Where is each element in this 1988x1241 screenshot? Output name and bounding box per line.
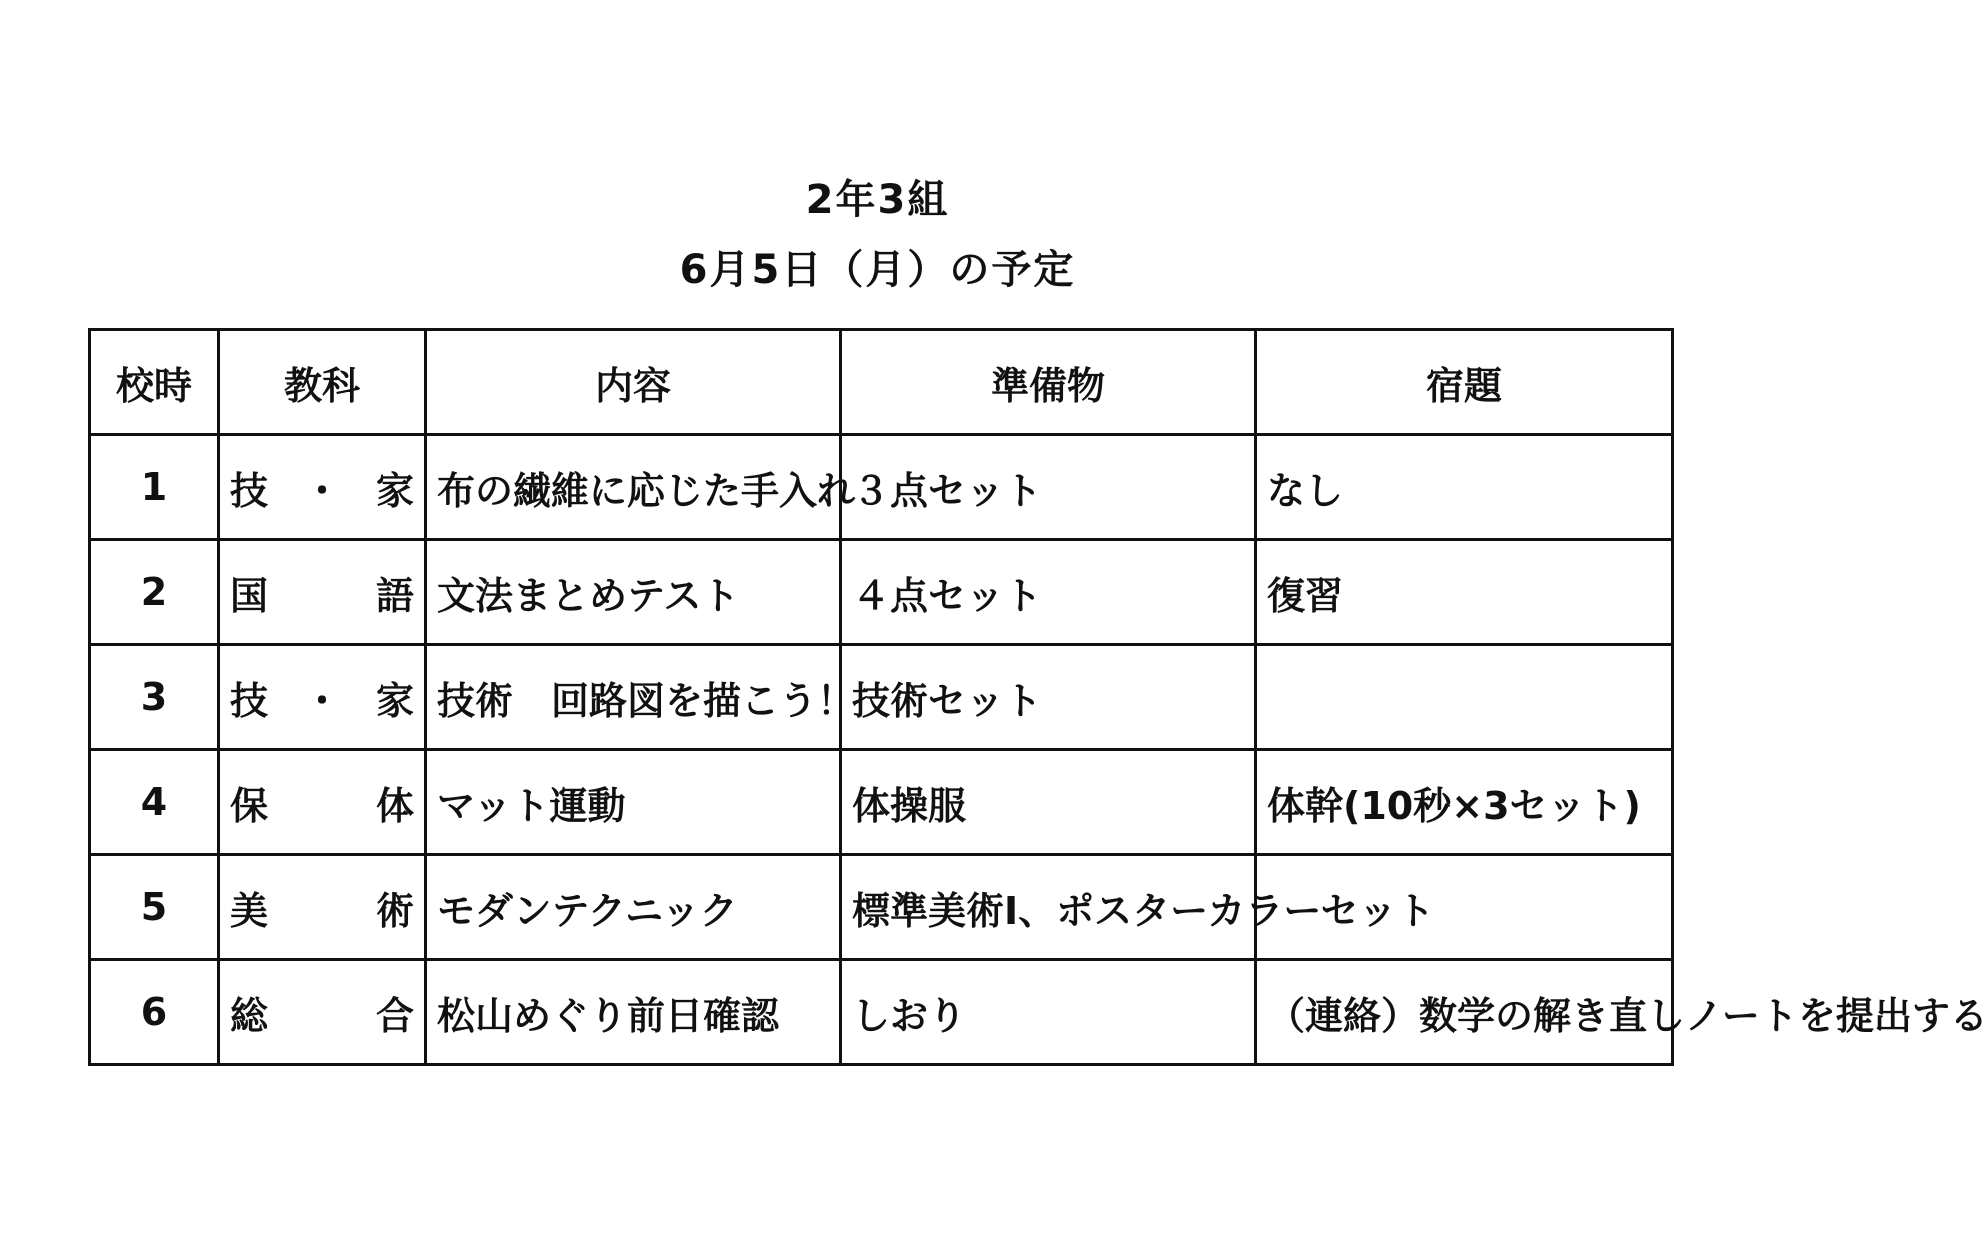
items-cell: 体操服: [841, 750, 1256, 855]
period-cell: 6: [90, 960, 219, 1065]
period-cell: 1: [90, 435, 219, 540]
header-subject: 教科: [219, 330, 426, 435]
header-content: 内容: [426, 330, 841, 435]
subject-char: 家: [375, 468, 414, 513]
subject-cell: [219, 540, 426, 645]
subject-cell: [219, 435, 426, 540]
table-header-row: [90, 330, 1673, 435]
class-title: 2年3組: [805, 177, 950, 223]
content-cell: 布の繊維に応じた手入れ: [426, 435, 841, 540]
content-cell: マット運動: [426, 750, 841, 855]
homework-cell: なし: [1256, 435, 1673, 540]
content-cell: モダンテクニック: [426, 855, 841, 960]
header-homework: 宿題: [1256, 330, 1673, 435]
period-cell: 3: [90, 645, 219, 750]
subject-char: 技: [230, 678, 269, 723]
header-items: 準備物: [841, 330, 1256, 435]
table-row: [90, 960, 1673, 1065]
subject-separator: ・: [302, 468, 341, 513]
content-cell: 技術 回路図を描こう！: [426, 645, 841, 750]
subject-char: 術: [375, 888, 414, 933]
period-cell: 4: [90, 750, 219, 855]
table-row: [90, 855, 1673, 960]
homework-cell: 復習: [1256, 540, 1673, 645]
subject-cell: [219, 855, 426, 960]
period-cell: 2: [90, 540, 219, 645]
items-cell: 標準美術Ⅰ、ポスターカラーセット: [841, 855, 1256, 960]
items-cell: ３点セット: [841, 435, 1256, 540]
homework-cell: （連絡）数学の解き直しノートを提出する: [1256, 960, 1673, 1065]
subject-char: 語: [375, 573, 414, 618]
subject-char: 家: [375, 678, 414, 723]
subject-char: 美: [230, 888, 269, 933]
subject-char: 技: [230, 468, 269, 513]
items-cell: しおり: [841, 960, 1256, 1065]
table-row: [90, 750, 1673, 855]
content-cell: 文法まとめテスト: [426, 540, 841, 645]
homework-cell: [1256, 645, 1673, 750]
content-cell: 松山めぐり前日確認: [426, 960, 841, 1065]
date-title: 6月5日（月）の予定: [679, 247, 1076, 293]
table-row: [90, 645, 1673, 750]
subject-cell: [219, 960, 426, 1065]
homework-cell: 体幹(10秒×3セット): [1256, 750, 1673, 855]
subject-cell: [219, 645, 426, 750]
items-cell: 技術セット: [841, 645, 1256, 750]
period-cell: 5: [90, 855, 219, 960]
header-period: 校時: [90, 330, 219, 435]
subject-separator: ・: [302, 678, 341, 723]
table-row: [90, 435, 1673, 540]
subject-char: 合: [375, 993, 414, 1038]
subject-char: 総: [230, 993, 269, 1038]
subject-char: 体: [375, 783, 414, 828]
schedule-table: [88, 328, 1988, 1066]
subject-cell: [219, 750, 426, 855]
table-row: [90, 540, 1673, 645]
subject-char: 国: [230, 573, 269, 618]
items-cell: ４点セット: [841, 540, 1256, 645]
subject-char: 保: [230, 783, 269, 828]
